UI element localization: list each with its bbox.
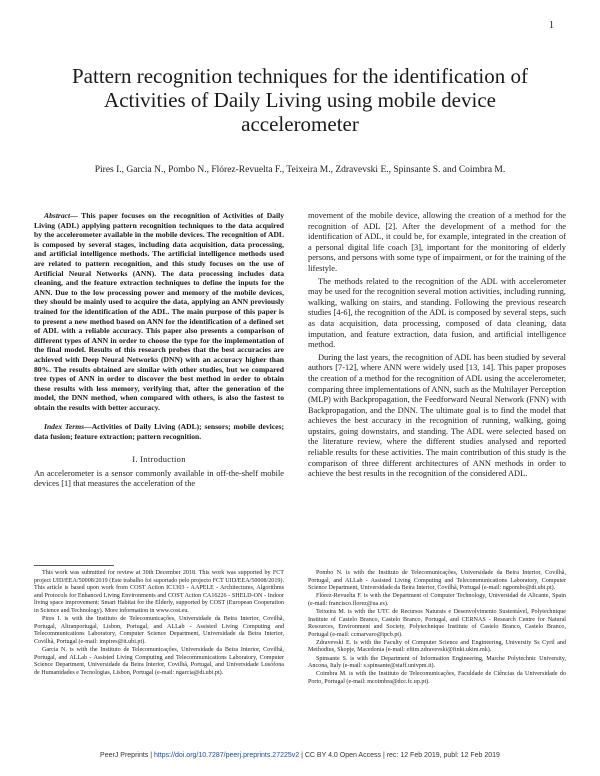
author-list: Pires I., Garcia N., Pombo N., Flórez-Revuelta F., Teixeira M., Zdravevski E., Spinsante S. and Coimbra M.: [94, 165, 506, 175]
body-paragraph: The methods related to the recognition of the ADL with accelerometer may be used for the recognition several motion activities, including running, walking, walking on stairs, and standing. Following the previous research studies [4-6], the recognition of the ADL is composed by several steps, such as data acquisition, data processing, composed of data cleaning, data imputation, and feature extraction, data fusion, and artificial intelligence method.: [308, 276, 566, 350]
page-footer: [0, 752, 600, 759]
footnote: Pombo N. is with the Instituto de Telecomunicações, Universidade da Beira Interior, Covilhã, Portugal, and ALLab - Assisted Living Computing and Telecommunications Laboratory, Computer Science Department, Universidade da Beira Interior, Covilhã, Portugal (e-mail: ngpombo@di.ubi.pt).: [308, 570, 566, 592]
footnote: Flórez-Revuelta F. is with the Department of Computer Technology, Universidad de Alicante, Spain (e-mail: francisco.florez@ua.es).: [308, 593, 566, 607]
footnote: Pires I. is with the Instituto de Telecomunicações, Universidade da Beira Interior, Covilhã, Portugal, Altranportugal, Lisbon, Portugal, and ALLab - Assisted Living Computing and Telecommunications Laboratory, Computer Science Department, Universidade da Beira Interior, Covilhã, Portugal (e-mail: impires@it.ubi.pt).: [34, 616, 284, 645]
body-paragraph: movement of the mobile device, allowing the creation of a method for the recognition of ADL [2]. After the development of a method for the identification of ADL, it could be, for example, integrated in the creation of a personal digital life coach [3], important for the monitoring of elderly persons, and persons with some type of impairment, or for the training of the lifestyle.: [308, 211, 566, 273]
abstract: [34, 211, 284, 412]
right-column: [308, 211, 566, 480]
footnotes-right: [308, 570, 566, 687]
left-column: [34, 211, 284, 490]
abstract-label: Abstract—: [44, 211, 78, 220]
index-terms-text: Activities of Daily Living (ADL); sensors; mobile devices; data fusion; feature extraction; pattern recognition.: [34, 422, 284, 442]
doi-link[interactable]: https://doi.org/10.7287/peerj.preprints.27225v2: [154, 752, 300, 759]
footnote-rule: [34, 565, 114, 566]
page-number: 1: [549, 20, 554, 31]
footer-suffix: | CC BY 4.0 Open Access | rec: 12 Feb 2019, publ: 12 Feb 2019: [299, 752, 500, 759]
footnote: Spinsante S. is with the Department of Information Engineering, Marche Polytechnic University, Ancona, Italy (e-mail: s.spinsante@staff.univpm.it).: [308, 655, 566, 670]
footnote: Teixeira M. is with the UTC de Recursos Naturais e Desenvolvimento Sustentável, Polytechnique Institute of Castelo Branco, Castelo Branco, Portugal, and CERNAS - Research Centre for Natural Resources, Environment and Society, Polytechnique Institute of Castelo Branco, Castelo Branco, Portugal (e-mail: ccmarvaro@ipcb.pt).: [308, 608, 566, 638]
footnote: Zdravevski E. is with the Faculty of Computer Science and Engineering, University Ss Cyril and Methodius, Skopje, Macedonia (e-mail: eftim.zdravevski@finki.ukim.mk).: [308, 639, 566, 654]
footnote: Garcia N. is with the Instituto de Telecomunicações, Universidade da Beira Interior, Covilhã, Portugal, and ALLab - Assisted Living Computing and Telecommunications Laboratory, Computer Science Department, Universidade da Beira Interior, Covilhã, Portugal, and Universidade Lusófona de Humanidades e Tecnologias, Lisbon, Portugal (e-mail: ngarcia@di.ubi.pt).: [34, 646, 284, 676]
abstract-text: This paper focuses on the recognition of Activities of Daily Living (ADL) applying pattern recognition techniques to the data acquired by the accelerometer available in the mobile devices. The recognition of ADL is composed by several stages, including data acquisition, data processing, and artificial intelligence methods. The artificial intelligence methods used are related to pattern recognition, and this study focuses on the use of Artificial Neural Networks (ANN). The data processing includes data cleaning, and the feature extraction techniques to define the inputs for the ANN. Due to the low processing power and memory of the mobile devices, they should be mainly used to acquire the data, applying an ANN previously trained for the identification of the ADL. The main purpose of this paper is to present a new method based on ANN for the identification of a defined set of ADL with a reliable accuracy. This paper also presents a comparison of different types of ANN in order to choose the type for the implementation of the final model. Results of this research probes that the best accuracies are achieved with Deep Neural Networks (DNN) with an accuracy higher than 80%. The results obtained are similar with other studies, but we compared tree types of ANN in order to discover the best method in order to obtain these results with less memory, verifying that, after the generation of the model, the DNN method, when compared with others, is also the fastest to obtain the results with better accuracy.: [34, 211, 284, 412]
footnotes-left: [34, 570, 284, 678]
body-paragraph: During the last years, the recognition of ADL has been studied by several authors [7-12], where ANN were widely used [13, 14]. This paper proposes the creation of a method for the recognition of ADL using the accelerometer, comparing three implementations of ANN, such as the Multilayer Perception (MLP) with Backpropagation, the Feedforward Neural Network (FNN) with Backpropagation, and the DNN. The ultimate goal is to find the model that achieves the best accuracy in the recognition of running, walking, going upstairs, going downstairs, and standing. The ADL were selected based on the literature review, where the different studies analysed and reported reliable results for these activities. The main contribution of this study is the comparison of three different architectures of ANN methods in order to achieve the best results in the recognition of the considered ADL.: [308, 352, 566, 479]
footnote: This work was submitted for review at 30th December 2018. This work was supported by FCT project UID/EEA/50008/2019 (Este trabalho foi suportado pelo projecto FCT UID/EEA/50008/2019). This article is based upon work from COST Action IC1303 - AAPELE - Architectures, Algorithms and Protocols for Enhanced Living Environments and COST Action CA16226 - SHELD-ON - Indoor living space improvement: Smart Habitat for the Elderly, supported by COST (European Cooperation in Science and Technology). More information in www.cost.eu.: [34, 570, 284, 614]
index-terms: [34, 422, 284, 441]
footer-prefix: PeerJ Preprints |: [100, 752, 154, 759]
intro-paragraph: An accelerometer is a sensor commonly available in off-the-shelf mobile devices [1] that measures the acceleration of the: [34, 468, 284, 489]
section-heading-introduction: I. Introduction: [132, 453, 186, 464]
index-terms-label: Index Terms—: [44, 422, 92, 432]
paper-title: Pattern recognition techniques for the identification of Activities of Daily Living using mobile device accelerometer: [71, 64, 529, 136]
footnote: Coimbra M. is with the Instituto de Telecomunicações, Faculdade de Ciências da Universidade do Porto, Portugal (e-mail: mcoimbra@dcc.fc.up.pt).: [308, 671, 566, 685]
